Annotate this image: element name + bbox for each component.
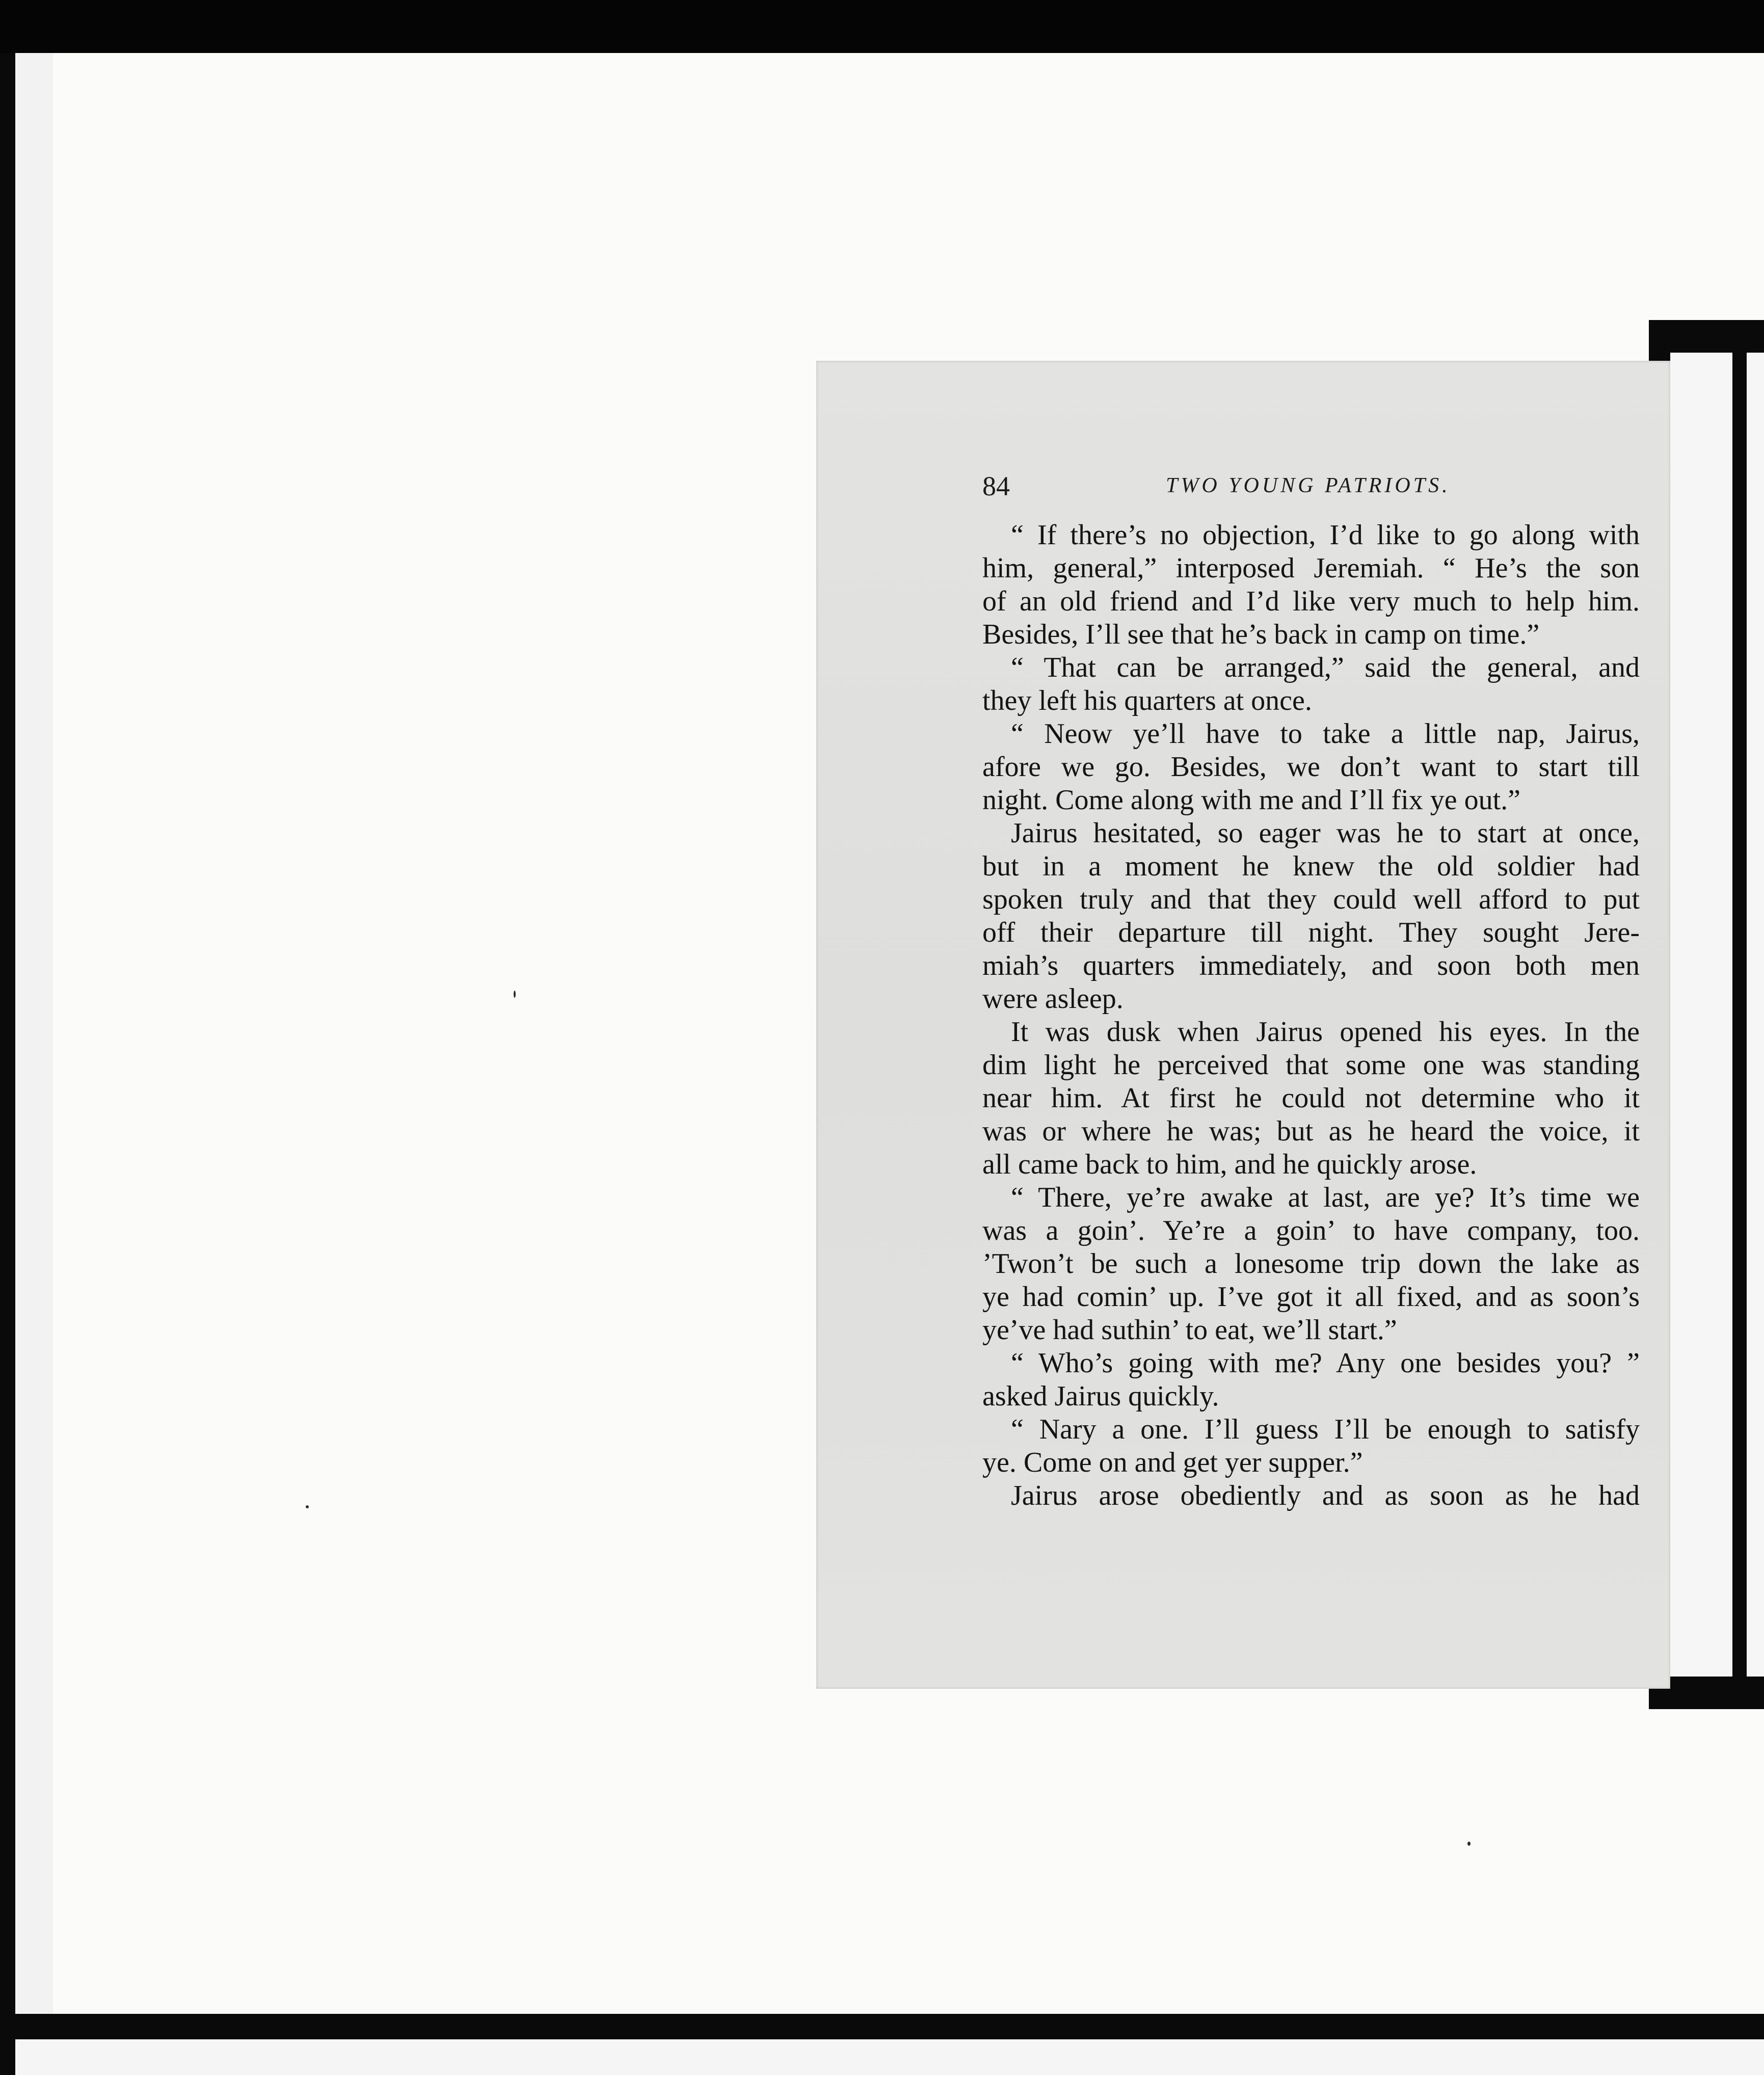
text-line: ye had comin’ up. I’ve got it all fixed, and as soon’s: [982, 1281, 1640, 1313]
text-line: “ Who’s going with me? Any one besides you? ”: [1011, 1347, 1640, 1379]
text-line: near him. At first he could not determine who it: [982, 1082, 1640, 1114]
text-line: “ There, ye’re awake at last, are ye? It’s time we: [1011, 1182, 1640, 1213]
bottom-film-strip: [0, 2039, 1764, 2075]
book-page: [816, 361, 1670, 1689]
dust-speck: [514, 991, 516, 998]
dust-speck: [306, 1505, 309, 1508]
text-line: night. Come along with me and I’ll fix ye out.”: [982, 784, 1521, 816]
text-line: off their departure till night. They sought Jere-: [982, 917, 1640, 948]
left-film-strip: [0, 53, 53, 2014]
bottom-film-edge: [0, 2039, 15, 2075]
left-film-edge: [0, 53, 15, 2014]
next-frame-rule: [1732, 353, 1747, 1677]
page-number: 84: [982, 471, 1010, 501]
text-line: Jairus arose obediently and as soon as he had: [1011, 1480, 1640, 1511]
text-line: Jairus hesitated, so eager was he to start at once,: [1011, 817, 1640, 849]
text-line: of an old friend and I’d like very much to help him.: [982, 586, 1640, 617]
text-line: they left his quarters at once.: [982, 685, 1312, 716]
dust-speck: [1467, 1842, 1471, 1846]
text-line: spoken truly and that they could well afford to put: [982, 884, 1640, 915]
text-line: asked Jairus quickly.: [982, 1380, 1219, 1412]
text-line: Besides, I’ll see that he’s back in camp on time.”: [982, 619, 1540, 650]
text-line: dim light he perceived that some one was standing: [982, 1049, 1640, 1081]
text-line: It was dusk when Jairus opened his eyes. In the: [1011, 1016, 1640, 1048]
text-line: was or where he was; but as he heard the voice, it: [982, 1115, 1640, 1147]
running-title: TWO YOUNG PATRIOTS.: [1166, 474, 1451, 497]
text-line: “ Nary a one. I’ll guess I’ll be enough to satisfy: [1011, 1414, 1640, 1445]
page-body-text: [982, 519, 1640, 1512]
text-line: “ If there’s no objection, I’d like to go along with: [1011, 519, 1640, 551]
text-line: ye. Come on and get yer supper.”: [982, 1447, 1363, 1478]
text-line: miah’s quarters immediately, and soon both men: [982, 950, 1640, 981]
text-line: but in a moment he knew the old soldier had: [982, 850, 1640, 882]
text-line: “ Neow ye’ll have to take a little nap, Jairus,: [1011, 718, 1640, 750]
text-line: him, general,” interposed Jeremiah. “ He’s the son: [982, 552, 1640, 584]
text-line: all came back to him, and he quickly arose.: [982, 1149, 1477, 1180]
text-line: afore we go. Besides, we don’t want to start till: [982, 751, 1640, 783]
text-line: “ That can be arranged,” said the general, and: [1011, 652, 1640, 683]
text-line: ’Twon’t be such a lonesome trip down the lake as: [982, 1248, 1640, 1280]
text-line: were asleep.: [982, 983, 1124, 1015]
page-header: [982, 470, 1640, 511]
bottom-film-band: [0, 2014, 1764, 2039]
text-line: ye’ve had suthin’ to eat, we’ll start.”: [982, 1314, 1397, 1346]
text-line: was a goin’. Ye’re a goin’ to have company, too.: [982, 1215, 1640, 1246]
next-frame-edge: [1670, 353, 1764, 1677]
